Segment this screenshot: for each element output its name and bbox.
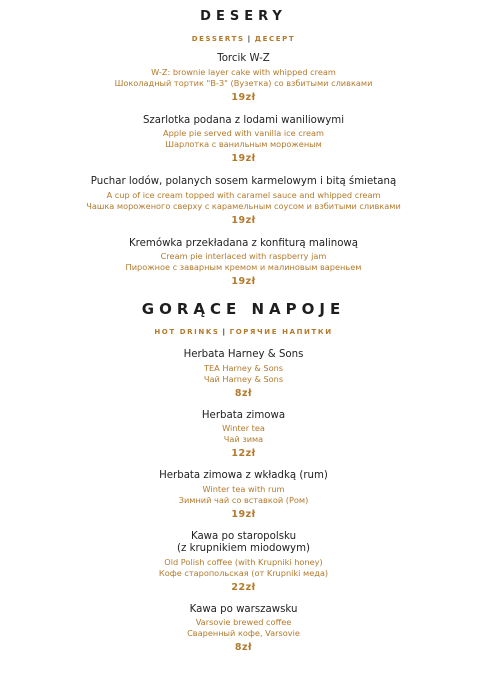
subtitle-en: DESSERTS <box>191 35 245 43</box>
menu-item <box>0 410 487 461</box>
item-desc-ru: Пирожное с заварным кремом и малиновым вареньем <box>125 262 362 272</box>
subtitle-ru: ГОРЯЧИЕ НАПИТКИ <box>229 328 333 336</box>
item-desc-en: Cream pie interlaced with raspberry jam <box>160 251 327 261</box>
menu-item <box>0 176 487 227</box>
section-title: GORĄCE NAPOJE <box>141 300 346 318</box>
item-name: Herbata Harney & Sons <box>183 349 304 360</box>
item-desc-en: Varsovie brewed coffee <box>195 617 292 627</box>
item-desc-ru: Чашка мороженого сверху с карамельным соусом и взбитыми сливками <box>86 200 401 211</box>
item-desc-ru: Шоколадный тортик "В-З" (Вузетка) со взбитыми сливками <box>114 77 373 88</box>
item-desc-ru: Сваренный кофе, Varsovie <box>187 628 300 638</box>
item-desc-ru: Зимний чай со вставкой (Ром) <box>178 494 309 505</box>
menu-item <box>0 115 487 166</box>
item-desc-ru: Шарлотка с ванильным мороженым <box>165 139 322 149</box>
item-price: 12zł <box>231 448 256 459</box>
item-desc-en: Winter tea with rum <box>202 483 285 494</box>
item-desc-en: Old Polish coffee (with Krupniki honey) <box>164 556 323 567</box>
item-price: 19zł <box>231 153 256 164</box>
subtitle-separator: | <box>247 35 252 43</box>
section-hot-drinks <box>0 299 487 654</box>
subtitle-ru: ДЕСЕРТ <box>254 35 296 43</box>
section-desserts <box>0 8 487 288</box>
item-desc-en: Winter tea <box>222 423 265 433</box>
item-name: Puchar lodów, polanych sosem karmelowym i bitą śmietaną <box>90 176 397 187</box>
item-price: 8zł <box>234 387 253 399</box>
section-title: DESERY <box>200 9 287 24</box>
item-desc-en: W-Z: brownie layer cake with whipped cream <box>151 66 336 77</box>
item-price: 19zł <box>231 91 256 103</box>
item-desc-ru: Чай Harney & Sons <box>203 373 284 384</box>
item-name: Herbata zimowa <box>201 409 286 421</box>
section-subtitle <box>0 34 487 44</box>
item-name: Torcik W-Z <box>217 53 270 64</box>
menu-item <box>0 604 487 655</box>
menu-item <box>0 531 487 594</box>
menu-item <box>0 53 487 104</box>
item-name: Herbata zimowa z wkładką (rum) <box>159 470 328 481</box>
item-name: Kawa po staropolsku <box>190 530 297 542</box>
item-price: 19zł <box>231 214 256 226</box>
item-price: 19zł <box>231 508 256 520</box>
item-price: 8zł <box>234 642 253 653</box>
item-name: Kremówka przekładana z konfiturą malinową <box>129 237 358 249</box>
item-desc-en: TEA Harney & Sons <box>203 362 284 373</box>
item-name: Kawa po warszawsku <box>189 603 298 615</box>
item-desc-en: Apple pie served with vanilla ice cream <box>163 128 324 138</box>
menu-item <box>0 238 487 289</box>
subtitle-en: HOT DRINKS <box>154 328 220 336</box>
item-desc-ru: Чай зима <box>223 434 264 444</box>
item-name: Szarlotka podana z lodami waniliowymi <box>142 114 345 126</box>
subtitle-separator: | <box>222 328 227 336</box>
menu-item <box>0 349 487 400</box>
menu-item <box>0 470 487 521</box>
item-desc-en: A cup of ice cream topped with caramel sauce and whipped cream <box>106 189 381 200</box>
item-price: 19zł <box>231 276 256 287</box>
item-price: 22zł <box>231 581 256 593</box>
item-name-line2: (z krupnikiem miodowym) <box>177 543 310 554</box>
section-subtitle <box>0 327 487 337</box>
item-desc-ru: Кофе старопольская (от Krupniki меда) <box>158 567 329 578</box>
